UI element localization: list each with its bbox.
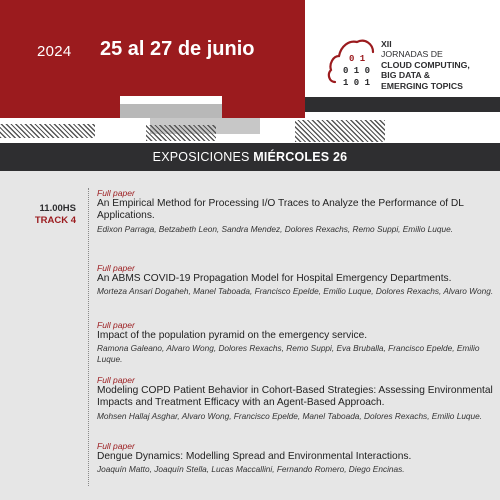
paper-entry: [97, 375, 495, 421]
event-year: 2024: [37, 43, 72, 60]
paper-entry: [97, 188, 495, 234]
logo-binary-row: 0 1: [349, 54, 366, 64]
header-hatch-pattern: [0, 124, 95, 138]
logo-binary-row: 1 0 1: [343, 78, 371, 88]
timeline-divider: [88, 188, 89, 486]
paper-type: Full paper: [97, 263, 135, 273]
logo-line: CLOUD COMPUTING,: [381, 59, 470, 70]
paper-authors: Ramona Galeano, Alvaro Wong, Dolores Rexachs, Remo Suppi, Eva Bruballa, Francisco Epelde, Emilio Luque.: [97, 343, 480, 364]
header-red-strip: [0, 96, 120, 118]
header-gray-strip: [120, 104, 222, 118]
paper-entry: [97, 441, 495, 475]
logo-line: EMERGING TOPICS: [381, 80, 463, 91]
paper-title: An Empirical Method for Processing I/O Traces to Analyze the Performance of DL Applications.: [97, 198, 464, 222]
section-prefix: EXPOSICIONES: [152, 150, 250, 164]
paper-type: Full paper: [97, 441, 135, 451]
paper-title: Dengue Dynamics: Modelling Spread and Environmental Interactions.: [97, 451, 412, 462]
cloud-binary-logo-icon: [327, 26, 377, 94]
header-banner: [0, 0, 500, 150]
paper-title: Modeling COPD Patient Behavior in Cohort-Based Strategies: Assessing Environmental Impacts and Treatment Efficacy with an Agent-Based Approach.: [97, 385, 493, 409]
paper-authors: Morteza Ansari Dogaheh, Manel Taboada, Francisco Epelde, Emilio Luque, Dolores Rexachs, Alvaro Wong.: [97, 286, 494, 297]
header-dark-strip: [305, 97, 500, 112]
logo-line: JORNADAS DE: [381, 49, 443, 60]
paper-title: An ABMS COVID-19 Propagation Model for Hospital Emergency Departments.: [97, 273, 452, 284]
logo-line: XII: [381, 39, 392, 49]
header-red-strip-right: [222, 96, 305, 118]
paper-type: Full paper: [97, 188, 135, 198]
paper-type: Full paper: [97, 375, 135, 385]
header-hatch-pattern: [295, 120, 385, 142]
event-dates: 25 al 27 de junio: [100, 38, 255, 60]
logo-line: BIG DATA &: [381, 70, 431, 81]
section-day: MIÉRCOLES 26: [253, 150, 348, 164]
paper-authors: Mohsen Hallaj Asghar, Alvaro Wong, Francisco Epelde, Manel Taboada, Dolores Rexachs, Emilio Luque.: [97, 410, 483, 421]
session-time: 11.00HS: [39, 203, 76, 214]
paper-title: Impact of the population pyramid on the emergency service.: [97, 330, 368, 341]
logo-binary-row: 0 1 0: [343, 66, 371, 76]
paper-entry: [97, 320, 495, 364]
section-title: [0, 150, 500, 164]
header-hatch-pattern: [146, 125, 216, 141]
paper-type: Full paper: [97, 320, 135, 330]
paper-authors: Edixon Parraga, Betzabeth Leon, Sandra Mendez, Dolores Rexachs, Remo Suppi, Emilio Luque.: [97, 223, 454, 234]
session-track: TRACK 4: [34, 215, 76, 226]
event-logo-text: [381, 39, 470, 91]
paper-authors: Joaquín Matto, Joaquín Stella, Lucas Maccallini, Fernando Romero, Diego Encinas.: [97, 464, 405, 475]
paper-entry: [97, 263, 495, 297]
